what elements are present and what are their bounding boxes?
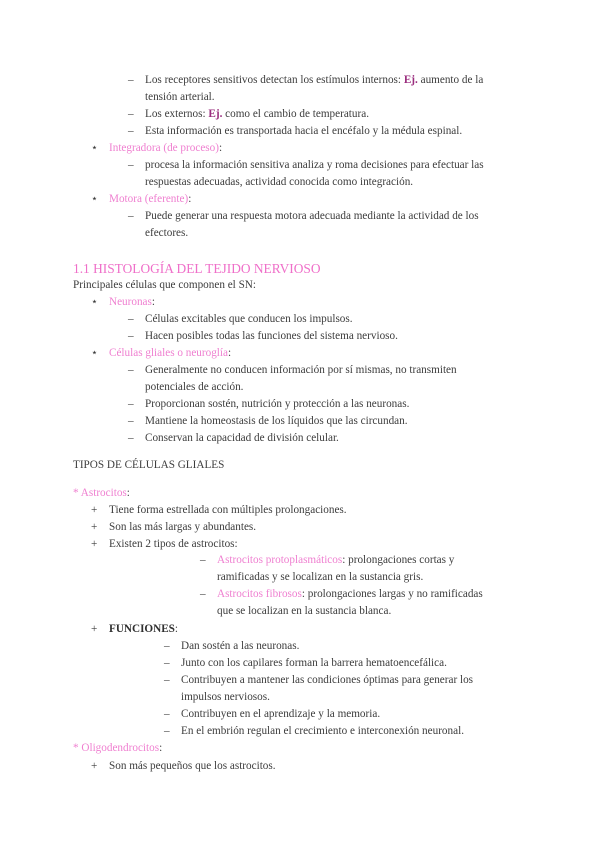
astrocitos-item-2: Son las más largas y abundantes. (109, 521, 257, 533)
funcion-item: Contribuyen en el aprendizaje y la memoria. (181, 708, 381, 720)
funcion-item: Junto con los capilares forman la barrera hematoencefálica. (181, 657, 447, 669)
dash-bullet: – (128, 398, 134, 410)
tipos-heading: TIPOS DE CÉLULAS GLIALES (73, 459, 225, 471)
fibro-line-2: que se localizan en la sustancia blanca. (217, 605, 392, 617)
plus-bullet: + (91, 760, 98, 772)
oligo-item-1: Son más pequeños que los astrocitos. (109, 760, 276, 772)
astrocitos-title: * Astrocitos: (73, 487, 130, 499)
integradora-line-2: respuestas adecuadas, actividad conocida como integración. (145, 176, 414, 188)
fibro-line-1: Astrocitos fibrosos: prolongaciones largas y no ramificadas (217, 588, 483, 600)
integradora-title: Integradora (de proceso): (109, 142, 223, 154)
funciones-label: FUNCIONES: (109, 623, 178, 635)
gliales-line-1: Generalmente no conducen información por sí mismas, no transmiten (145, 364, 457, 376)
neuronas-item: Hacen posibles todas las funciones del sistema nervioso. (145, 330, 398, 342)
dash-bullet: – (164, 725, 170, 737)
dash-bullet: – (164, 640, 170, 652)
dash-bullet: – (128, 364, 134, 376)
plus-bullet: + (91, 521, 98, 533)
dash-bullet: – (128, 125, 134, 137)
dash-bullet: – (128, 432, 134, 444)
plus-bullet: + (91, 538, 98, 550)
dash-bullet: – (200, 588, 206, 600)
dash-bullet: – (200, 554, 206, 566)
plus-bullet: + (91, 623, 98, 635)
dash-bullet: – (128, 108, 134, 120)
gliales-line-2: potenciales de acción. (145, 381, 244, 393)
star-bullet: ⋆ (91, 142, 99, 154)
receptors-line-3: Los externos: Ej. como el cambio de temperatura. (145, 108, 369, 120)
dash-bullet: – (128, 210, 134, 222)
ej-label: Ej. (208, 108, 223, 120)
section-heading: 1.1 HISTOLOGÍA DEL TEJIDO NERVIOSO (73, 261, 321, 276)
dash-bullet: – (164, 708, 170, 720)
neuronas-title: Neuronas: (109, 296, 155, 308)
star-bullet: ⋆ (91, 193, 99, 205)
ej-label: Ej. (403, 74, 418, 86)
receptors-line-2: tensión arterial. (145, 91, 215, 103)
funcion-item: Contribuyen a mantener las condiciones óptimas para generar los (181, 674, 474, 686)
plus-bullet: + (91, 504, 98, 516)
dash-bullet: – (128, 330, 134, 342)
motora-line-1: Puede generar una respuesta motora adecuada mediante la actividad de los (145, 210, 479, 222)
funcion-item: Dan sostén a las neuronas. (181, 640, 300, 652)
neuronas-item: Células excitables que conducen los impulsos. (145, 313, 353, 325)
gliales-title: Células gliales o neuroglía: (109, 347, 232, 359)
gliales-line-4: Mantiene la homeostasis de los líquidos que las circundan. (145, 415, 408, 427)
dash-bullet: – (128, 74, 134, 86)
star-bullet: ⋆ (91, 347, 99, 359)
astrocitos-item-3: Existen 2 tipos de astrocitos: (109, 538, 238, 550)
integradora-line-1: procesa la información sensitiva analiza y roma decisiones para efectuar las (145, 159, 484, 171)
dash-bullet: – (128, 313, 134, 325)
gliales-line-5: Conservan la capacidad de división celular. (145, 432, 339, 444)
funcion-item: En el embrión regulan el crecimiento e interconexión neuronal. (181, 725, 464, 737)
section-intro: Principales células que componen el SN: (73, 279, 256, 291)
proto-line-2: ramificadas y se localizan en la sustancia gris. (217, 571, 424, 583)
gliales-line-3: Proporcionan sostén, nutrición y protección a las neuronas. (145, 398, 410, 410)
motora-title: Motora (eferente): (109, 193, 192, 205)
dash-bullet: – (164, 674, 170, 686)
astrocitos-item-1: Tiene forma estrellada con múltiples prolongaciones. (109, 504, 347, 516)
dash-bullet: – (164, 657, 170, 669)
funcion-item-cont: impulsos nerviosos. (181, 691, 270, 703)
proto-line-1: Astrocitos protoplasmáticos: prolongaciones cortas y (217, 554, 455, 566)
dash-bullet: – (128, 159, 134, 171)
star-bullet: ⋆ (91, 296, 99, 308)
receptors-line-4: Esta información es transportada hacia el encéfalo y la médula espinal. (145, 125, 463, 137)
oligo-title: * Oligodendrocitos: (73, 742, 163, 754)
motora-line-2: efectores. (145, 227, 189, 239)
dash-bullet: – (128, 415, 134, 427)
receptors-line-1: Los receptores sensitivos detectan los estímulos internos: Ej. aumento de la (145, 74, 484, 86)
